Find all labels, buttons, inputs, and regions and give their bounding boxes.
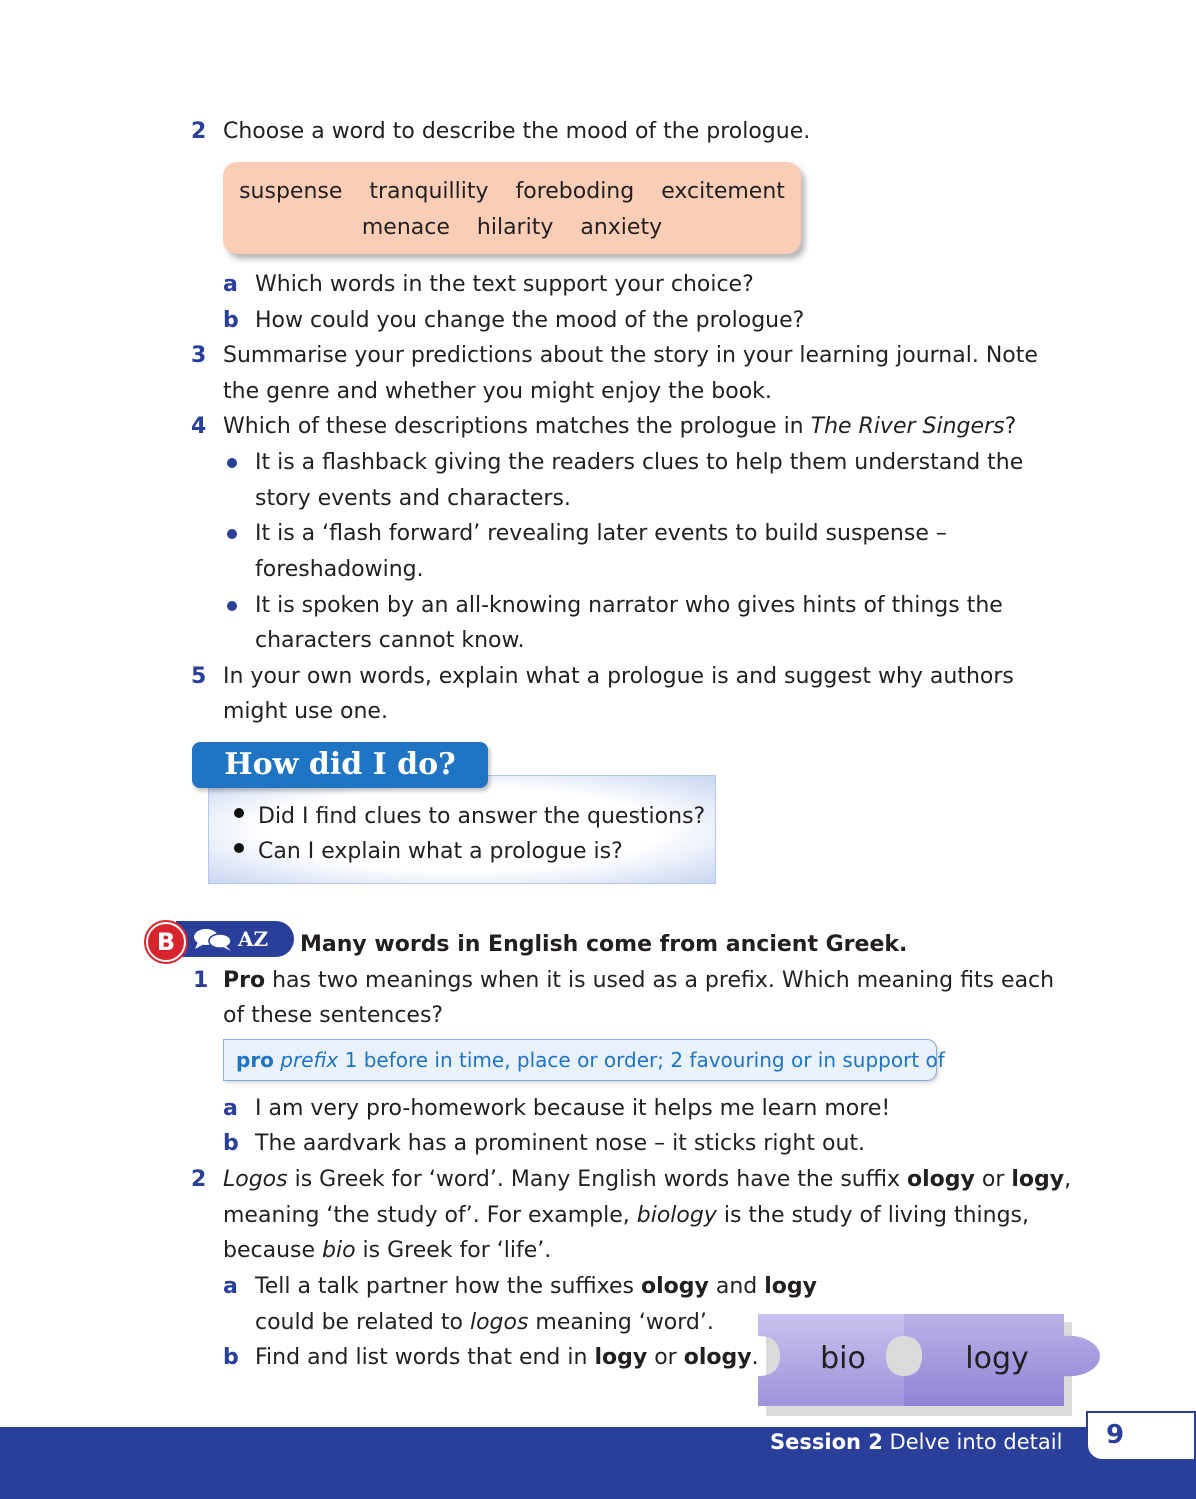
word-option: foreboding	[515, 179, 635, 204]
bullet-icon	[227, 529, 237, 539]
option-text: foreshadowing.	[255, 557, 424, 582]
sub-letter: b	[223, 1131, 239, 1156]
question-text: the genre and whether you might enjoy the book.	[223, 379, 772, 404]
puzzle-label-right: logy	[965, 1341, 1029, 1376]
question-number: 1	[193, 968, 209, 993]
sub-question: Which words in the text support your choice?	[255, 272, 754, 297]
book-title: The River Singers	[810, 414, 1005, 439]
puzzle-label-left: bio	[820, 1341, 866, 1376]
page-number: 9	[1106, 1420, 1125, 1450]
sub-question: Find and list words that end in logy or ology.	[255, 1345, 759, 1370]
option-text: It is spoken by an all-knowing narrator who gives hints of things the	[255, 593, 1003, 618]
section-heading: Many words in English come from ancient Greek.	[300, 932, 908, 957]
sub-letter: a	[223, 1096, 238, 1121]
sub-question: could be related to logos meaning ‘word’.	[255, 1310, 714, 1335]
sub-question: The aardvark has a prominent nose – it sticks right out.	[255, 1131, 866, 1156]
page-number-tab	[1086, 1411, 1196, 1461]
section-badge: B	[146, 922, 186, 962]
word-option: anxiety	[580, 215, 663, 240]
speech-bubbles-icon	[192, 926, 234, 952]
word-bank-row	[223, 210, 801, 246]
question-text: Choose a word to describe the mood of the prologue.	[223, 119, 811, 144]
option-text: It is a flashback giving the readers clues to help them understand the	[255, 450, 1024, 475]
sub-letter: b	[223, 308, 239, 333]
question-text: Logos is Greek for ‘word’. Many English words have the suffix ology or logy,	[223, 1167, 1072, 1192]
question-text: In your own words, explain what a prologue is and suggest why authors	[223, 664, 1014, 689]
definition-box	[223, 1039, 945, 1081]
self-check-item: Did I find clues to answer the questions?	[258, 804, 706, 829]
word-option: suspense	[239, 179, 343, 204]
definition-meaning: 1 before in time, place or order; 2 favouring or in support of	[338, 1048, 945, 1072]
option-text: story events and characters.	[255, 486, 571, 511]
sub-letter: b	[223, 1345, 239, 1370]
bullet-icon	[234, 843, 244, 853]
definition-pos: prefix	[280, 1048, 339, 1072]
question-text: might use one.	[223, 699, 388, 724]
word-option: hilarity	[476, 215, 554, 240]
word-option: tranquillity	[369, 179, 489, 204]
question-text: Which of these descriptions matches the prologue in The River Singers?	[223, 414, 1017, 439]
word-option: menace	[361, 215, 450, 240]
sub-question: I am very pro-homework because it helps me learn more!	[255, 1096, 891, 1121]
question-number: 2	[191, 119, 207, 144]
question-text: of these sentences?	[223, 1003, 444, 1028]
question-text: Summarise your predictions about the story in your learning journal. Note	[223, 343, 1038, 368]
word-bank	[223, 162, 801, 254]
question-number: 2	[191, 1167, 207, 1192]
option-text: It is a ‘flash forward’ revealing later events to build suspense –	[255, 521, 947, 546]
sub-letter: a	[223, 272, 238, 297]
question-text: Pro has two meanings when it is used as a prefix. Which meaning fits each	[223, 968, 1055, 993]
word-bank-row	[223, 174, 801, 210]
bullet-icon	[227, 601, 237, 611]
sub-question: Tell a talk partner how the suffixes ology and logy	[255, 1274, 818, 1299]
session-label: Session 2 Delve into detail	[770, 1430, 1063, 1454]
question-text: meaning ‘the study of’. For example, biology is the study of living things,	[223, 1203, 1030, 1228]
sub-question: How could you change the mood of the prologue?	[255, 308, 805, 333]
question-number: 5	[191, 664, 207, 689]
sub-letter: a	[223, 1274, 238, 1299]
question-number: 4	[191, 414, 207, 439]
question-number: 3	[191, 343, 207, 368]
bullet-icon	[227, 458, 237, 468]
word-option: excitement	[661, 179, 785, 204]
question-text: because bio is Greek for ‘life’.	[223, 1238, 552, 1263]
bullet-icon	[234, 808, 244, 818]
option-text: characters cannot know.	[255, 628, 525, 653]
self-check-item: Can I explain what a prologue is?	[258, 839, 623, 864]
definition-word: pro	[236, 1048, 274, 1072]
self-assessment-title: How did I do?	[192, 742, 488, 788]
dictionary-label: AZ	[238, 927, 269, 951]
